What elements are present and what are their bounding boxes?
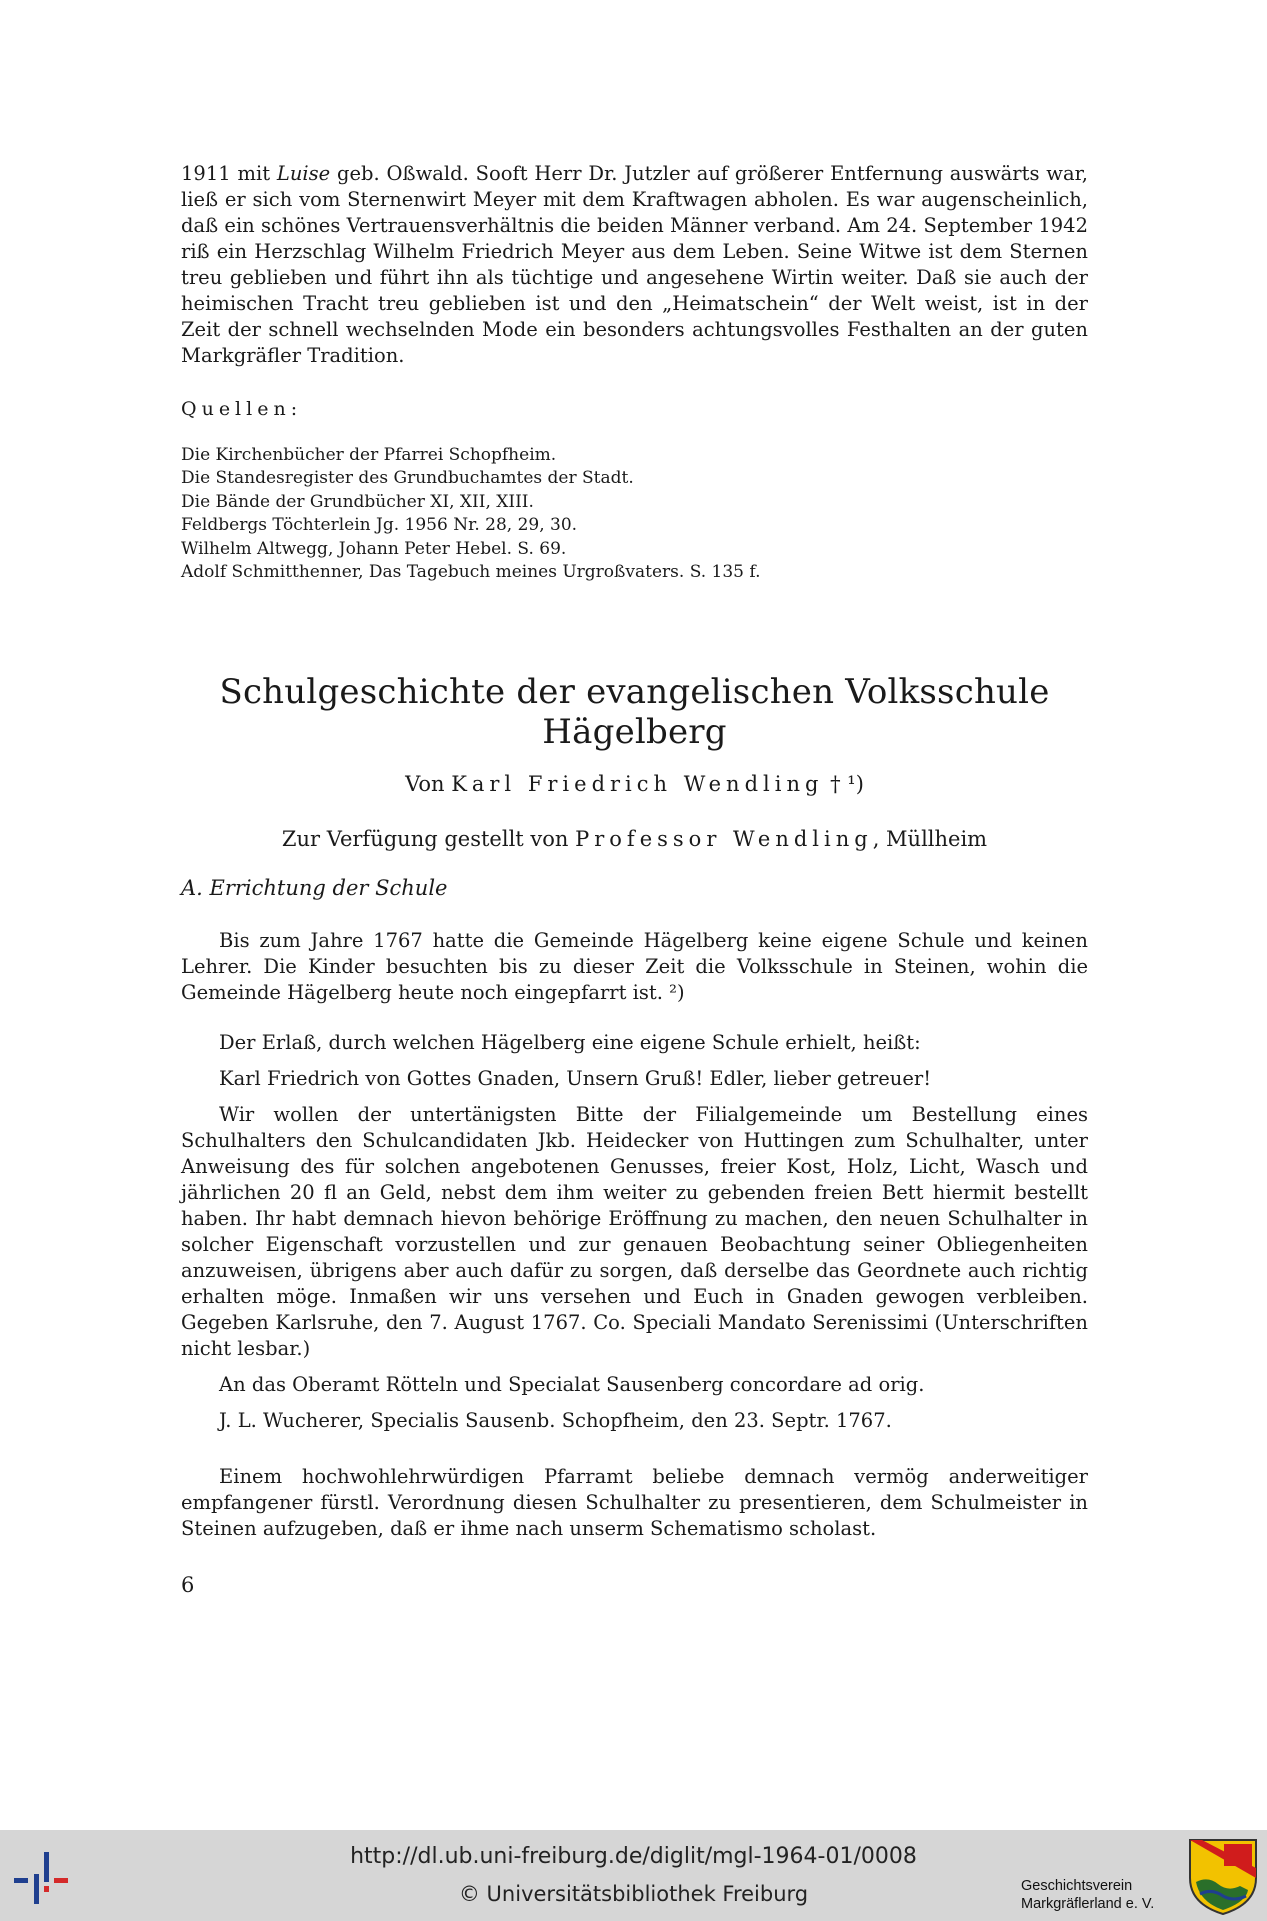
section-heading-block (181, 876, 1088, 900)
article-title: Schulgeschichte der evangelischen Volksschule Hägelberg (219, 672, 1050, 752)
provided-suffix: , Müllheim (872, 827, 988, 851)
top-paragraph (181, 161, 1088, 369)
body-paragraph: Einem hochwohlehrwürdigen Pfarramt beliebe demnach vermög anderweitiger empfangener fürstl. Verordnung diesen Schulhalter zu presentieren, dem Schulmeister in Steinen aufzugeben, daß er ihme nach unserm Schematismo scholast. (181, 1465, 1088, 1540)
source-item: Die Bände der Grundbücher XI, XII, XIII. (181, 491, 534, 512)
provided-prefix: Zur Verfügung gestellt von (281, 827, 576, 851)
body-paragraph: J. L. Wucherer, Specialis Sausenb. Schopfheim, den 23. Septr. 1767. (219, 1409, 892, 1432)
top-paragraph-start: 1911 mit (181, 162, 277, 185)
author-suffix: † ¹) (823, 772, 864, 796)
provided-name: Professor Wendling (575, 827, 873, 851)
section-heading: A. Errichtung der Schule (181, 876, 448, 900)
copyright-text: © Universitätsbibliothek Freiburg (458, 1882, 809, 1906)
source-item: Die Kirchenbücher der Pfarrei Schopfheim. (181, 444, 557, 465)
top-paragraph-name: Luise (276, 162, 331, 185)
page-number: 6 (181, 1573, 195, 1597)
article-header (181, 672, 1088, 752)
sources-block (181, 398, 1088, 585)
author-line (181, 770, 1088, 798)
source-item: Wilhelm Altwegg, Johann Peter Hebel. S. 69. (181, 538, 567, 559)
body-paragraph: Karl Friedrich von Gottes Gnaden, Unsern Gruß! Edler, lieber getreuer! (219, 1067, 932, 1090)
body-paragraph: Bis zum Jahre 1767 hatte die Gemeinde Hägelberg keine eigene Schule und keinen Lehrer. Die Kinder besuchten bis zu dieser Zeit die Volksschule in Steinen, wohin die Gemeinde Hägelberg heute noch eingepfarrt ist. ²) (181, 929, 1088, 1004)
source-item: Adolf Schmitthenner, Das Tagebuch meines Urgroßvaters. S. 135 f. (181, 562, 761, 582)
document-url[interactable]: http://dl.ub.uni-freiburg.de/diglit/mgl-1964-01/0008 (350, 1844, 917, 1869)
organization-line: Geschichtsverein (1021, 1878, 1133, 1894)
body-text (181, 928, 1088, 1542)
top-paragraph-block (181, 161, 1088, 369)
author-prefix: Von (405, 772, 452, 796)
top-paragraph-rest: geb. Oßwald. Sooft Herr Dr. Jutzler auf größerer Entfernung auswärts war, ließ er sich vom Sternenwirt Meyer mit dem Kraftwagen abholen. Es war augenscheinlich, daß ein schönes Vertrauensverhältnis die beiden Männer verband. Am 24. September 1942 riß ein Herzschlag Wilhelm Friedrich Meyer aus dem Leben. Seine Witwe ist dem Sternen treu geblieben und führt ihn als tüchtige und angesehene Wirtin weiter. Daß sie auch der heimischen Tracht treu geblieben ist und den „Heimatschein“ der Welt weist, ist in der Zeit der schnell wechselnden Mode ein besonders achtungsvolles Festhalten an der guten Markgräfler Tradition. (181, 162, 1088, 367)
author-name: Karl Friedrich Wendling (451, 772, 824, 796)
sources-heading: Quellen: (181, 398, 303, 420)
organization-line: Markgräflerland e. V. (1021, 1896, 1155, 1912)
source-item: Die Standesregister des Grundbuchamtes der Stadt. (181, 468, 634, 488)
markgraeflerland-crest-icon (1188, 1838, 1258, 1916)
organization-name (1021, 1877, 1154, 1913)
provided-line (181, 825, 1088, 853)
body-paragraph: Wir wollen der untertänigsten Bitte der Filialgemeinde um Bestellung eines Schulhalters den Schulcandidaten Jkb. Heidecker von Huttingen zum Schulhalter, unter Anweisung des für solchen angebotenen Genusses, freier Kost, Holz, Licht, Wasch und jährlichen 20 fl an Geld, nebst dem ihm weiter zu gebenden freien Bett hiermit bestellt haben. Ihr habt demnach hievon behörige Eröffnung zu machen, den neuen Schulhalter in solcher Eigenschaft vorzustellen und zur genauen Beobachtung seiner Obliegenheiten anzuweisen, übrigens aber auch dafür zu sorgen, daß derselbe das Geordnete auch richtig erhalten möge. Inmaßen wir uns versehen und Euch in Gnaden gewogen verbleiben. Gegeben Karlsruhe, den 7. August 1767. Co. Speciali Mandato Serenissimi (Unterschriften nicht lesbar.) (181, 1103, 1088, 1360)
body-paragraph: Der Erlaß, durch welchen Hägelberg eine eigene Schule erhielt, heißt: (219, 1031, 921, 1054)
body-paragraph: An das Oberamt Rötteln und Specialat Sausenberg concordare ad orig. (219, 1373, 925, 1396)
source-item: Feldbergs Töchterlein Jg. 1956 Nr. 28, 29, 30. (181, 515, 578, 535)
viewer-footer (0, 1830, 1267, 1921)
